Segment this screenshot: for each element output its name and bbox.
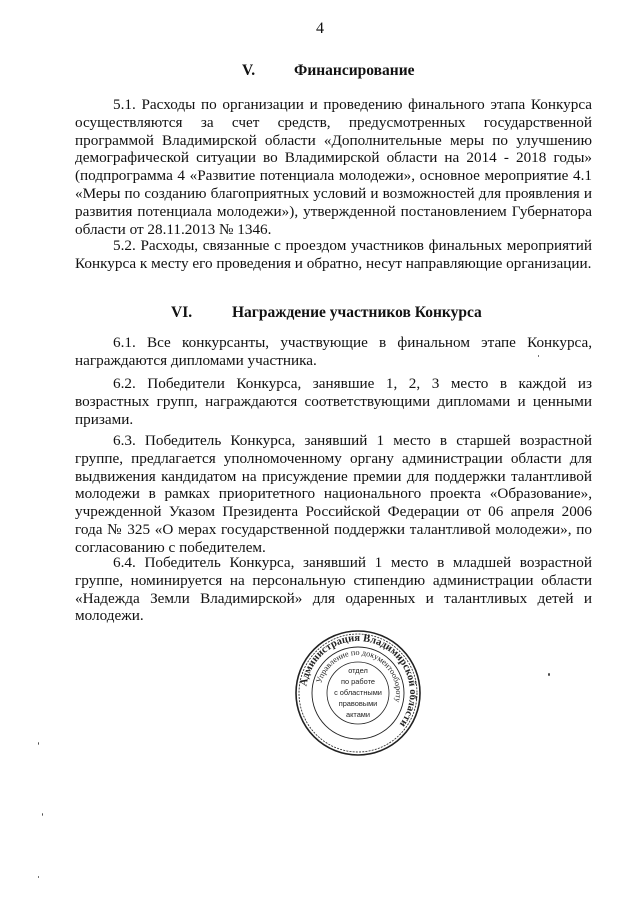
paragraph-6-4: 6.4. Победитель Конкурса, занявший 1 место в младшей возрастной группе, номинируется на персональную стипендию администрации области «Надежда Земли Владимирской» для одаренных и талантливых детей и молодежи. <box>75 554 592 625</box>
section-heading-financing <box>0 62 640 82</box>
stamp-center-line: с областными <box>334 688 382 697</box>
paragraph-6-3: 6.3. Победитель Конкурса, занявший 1 место в старшей возрастной группе, предлагается уполномоченному органу администрации области для выдвижения кандидатом на присуждение премии для поддержки талантливой молодежи в рамках приоритетного национального проекта «Образование», учрежденной Указом Президента Российской Федерации от 06 апреля 2006 года № 325 «О мерах государственной поддержки талантливой молодежи», по согласованию с победителем. <box>75 432 592 556</box>
section-title: Награждение участников Конкурса <box>232 304 482 321</box>
scan-speck <box>38 742 39 745</box>
scan-speck <box>38 876 39 878</box>
stamp-outer-text: Администрация Владимирской области <box>298 632 419 729</box>
stamp-inner-text: Управление по документообороту <box>314 647 404 704</box>
paragraph-6-2: 6.2. Победители Конкурса, занявшие 1, 2, 3 место в каждой из возрастных групп, награждаются соответствующими дипломами и ценными призами. <box>75 375 592 428</box>
page-number: 4 <box>316 20 324 37</box>
paragraph-5-2: 5.2. Расходы, связанные с проездом участников финальных мероприятий Конкурса к месту его проведения и обратно, несут направляющие организации. <box>75 237 592 272</box>
paragraph-6-1: 6.1. Все конкурсанты, участвующие в финальном этапе Конкурса, награждаются дипломами участника. <box>75 334 592 369</box>
stamp-center-line: правовыми <box>338 699 378 708</box>
scan-speck <box>538 355 539 357</box>
stamp-center-line: отдел <box>348 666 368 675</box>
stamp-center-text <box>334 666 382 719</box>
section-numeral: V. <box>242 62 256 79</box>
stamp-center-line: актами <box>345 710 371 719</box>
section-numeral: VI. <box>171 304 193 321</box>
stamp-center-line: по работе <box>341 677 375 686</box>
section-heading-awards <box>0 304 640 324</box>
official-stamp <box>293 628 423 758</box>
scan-speck <box>548 673 550 676</box>
paragraph-5-1: 5.1. Расходы по организации и проведению финального этапа Конкурса осуществляются за счет средств, предусмотренных государственной программой Владимирской области «Дополнительные меры по улучшению демографической ситуации во Владимирской области на 2014 - 2018 годы» (подпрограмма 4 «Развитие потенциала молодежи», основное мероприятие 4.1 «Меры по созданию благоприятных условий и возможностей для проявления и развития потенциала молодежи»), утвержденной постановлением Губернатора области от 28.11.2013 № 1346. <box>75 96 592 238</box>
section-title: Финансирование <box>294 62 415 79</box>
scan-speck <box>42 813 43 816</box>
